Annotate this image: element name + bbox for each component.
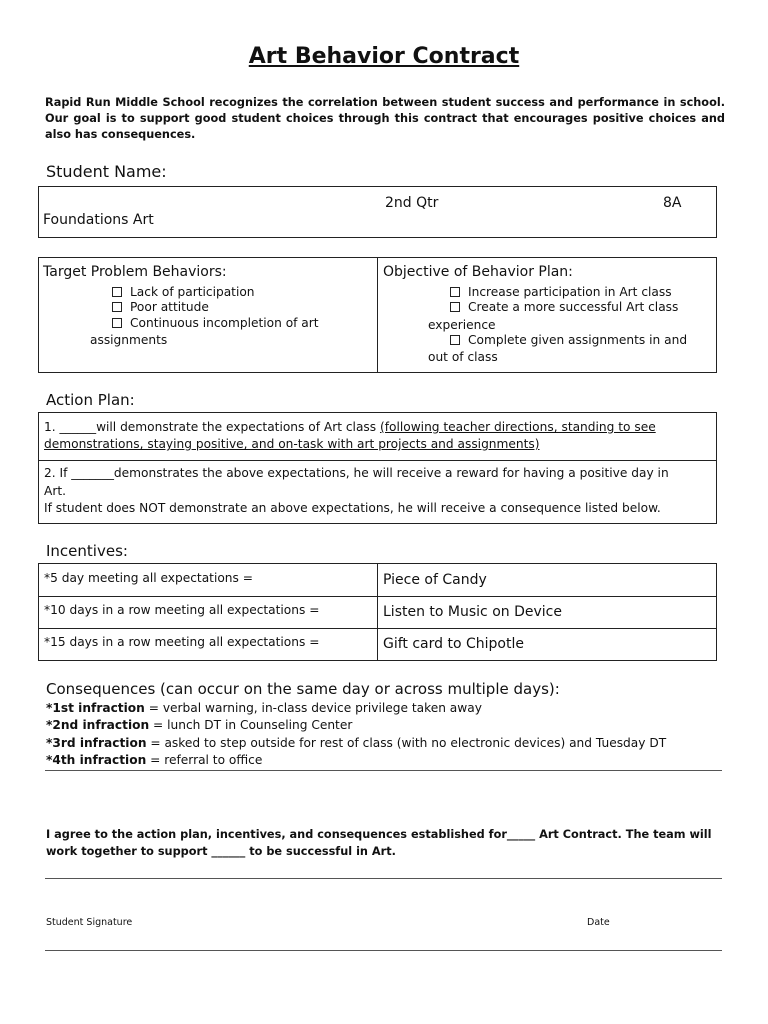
contract-title: Art Behavior Contract: [248, 44, 520, 69]
consequence-item: *3rd infraction = asked to step outside for rest of class (with no electronic devices) and Tuesday DT: [46, 735, 667, 750]
incentive-condition: *15 days in a row meeting all expectations =: [44, 635, 320, 649]
objective-item: Create a more successful Art class: [450, 300, 678, 314]
target-behavior-item: Poor attitude: [112, 300, 209, 314]
incentives-row-divider: [39, 628, 716, 629]
checkbox-icon: [112, 302, 122, 312]
behaviors-divider: [377, 258, 378, 372]
incentive-reward: Listen to Music on Device: [383, 604, 562, 620]
incentive-reward: Piece of Candy: [383, 572, 487, 588]
behaviors-table: [38, 257, 717, 373]
intro-paragraph: Rapid Run Middle School recognizes the correlation between student success and performance in school. Our goal is to support good student choices through this contract that encourages positive choices and also has consequences.: [45, 96, 725, 141]
consequence-item: *2nd infraction = lunch DT in Counseling Center: [46, 718, 353, 733]
student-info-box: [38, 186, 717, 238]
action-plan-label: Action Plan:: [46, 391, 135, 409]
checkbox-icon: [450, 287, 460, 297]
action-plan-divider: [39, 460, 716, 461]
agreement-line: [45, 878, 722, 879]
objective-item-continued: out of class: [428, 350, 498, 364]
checkbox-icon: [112, 318, 122, 328]
target-behavior-item-continued: assignments: [90, 333, 168, 347]
action-plan-row-2: 2. If _______demonstrates the above expectations, he will receive a reward for having a positive day in Art. If student does NOT demonstrate an above expectations, he will receive a consequence listed below.: [44, 466, 669, 515]
agreement-statement: I agree to the action plan, incentives, and consequences established for_____ Art Contract. The team will work together to support ______ to be successful in Art.: [46, 828, 712, 858]
quarter-value: 2nd Qtr: [385, 195, 439, 211]
checkbox-icon: [112, 287, 122, 297]
date-label: Date: [587, 917, 610, 928]
incentives-label: Incentives:: [46, 542, 128, 560]
target-behavior-item: Lack of participation: [112, 285, 255, 299]
consequences-label: Consequences (can occur on the same day or across multiple days):: [46, 680, 560, 698]
incentives-divider: [377, 564, 378, 660]
section-divider: [45, 770, 722, 771]
action-plan-row-1: 1. ______will demonstrate the expectations of Art class (following teacher directions, standing to see demonstrations, staying positive, and on-task with art projects and assignments): [44, 420, 656, 451]
signature-line: [45, 950, 722, 951]
incentive-reward: Gift card to Chipotle: [383, 636, 524, 652]
consequence-item: *4th infraction = referral to office: [46, 752, 263, 767]
checkbox-icon: [450, 302, 460, 312]
incentives-row-divider: [39, 596, 716, 597]
student-name-label: Student Name:: [46, 162, 167, 181]
target-behavior-item: Continuous incompletion of art: [112, 316, 319, 330]
objective-item: Increase participation in Art class: [450, 285, 672, 299]
checkbox-icon: [450, 335, 460, 345]
objective-title: Objective of Behavior Plan:: [383, 264, 573, 280]
incentive-condition: *5 day meeting all expectations =: [44, 571, 253, 585]
action-plan-table: [38, 412, 717, 524]
incentives-table: [38, 563, 717, 661]
incentive-condition: *10 days in a row meeting all expectations =: [44, 603, 320, 617]
consequences-list: [46, 700, 666, 769]
consequence-item: *1st infraction = verbal warning, in-class device privilege taken away: [46, 701, 482, 715]
student-signature-label: Student Signature: [46, 917, 133, 928]
objective-item: Complete given assignments in and: [450, 333, 687, 347]
course-value: Foundations Art: [43, 212, 154, 228]
target-behaviors-title: Target Problem Behaviors:: [43, 264, 227, 280]
class-code-value: 8A: [663, 195, 682, 211]
objective-item-continued: experience: [428, 318, 496, 332]
